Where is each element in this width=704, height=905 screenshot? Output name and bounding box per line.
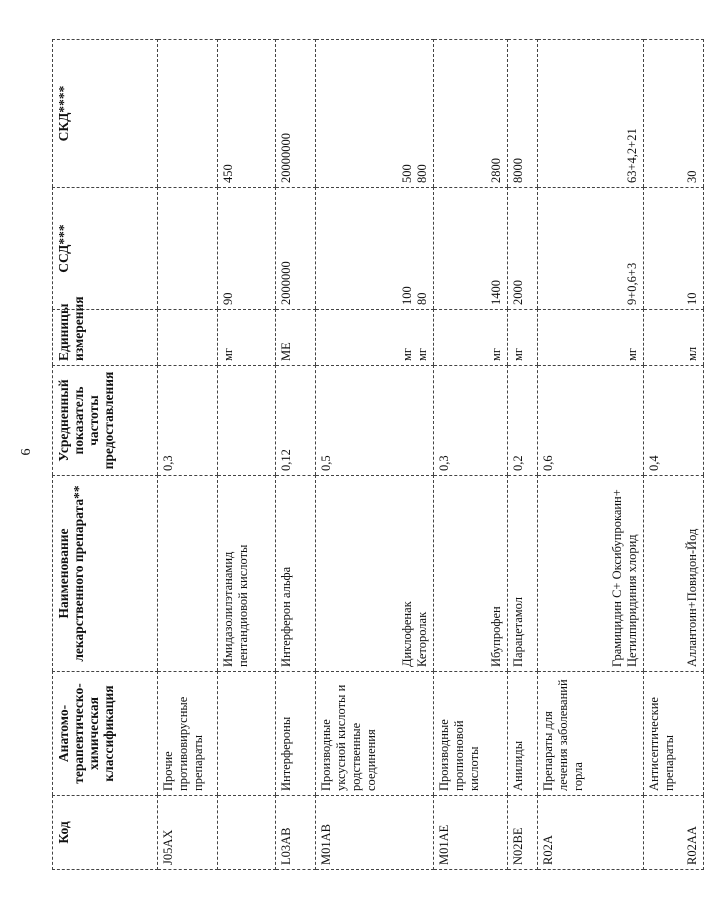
drug-ssd: 1400 xyxy=(434,188,508,310)
drug-unit: МЕ xyxy=(276,310,316,366)
drug-table xyxy=(52,39,704,870)
drug-skd: 500 xyxy=(400,164,414,183)
row-atc: Прочие противовирусные препараты xyxy=(158,672,218,796)
drug-name-cell xyxy=(158,476,218,672)
drug-ssd: 2000 xyxy=(508,188,538,310)
row-atc: Препараты для лечения заболеваний горла xyxy=(538,672,644,796)
table-row xyxy=(508,40,538,870)
table-row xyxy=(538,40,644,870)
drug-name: Диклофенак xyxy=(400,601,414,667)
row-code: L03AB xyxy=(276,796,316,870)
row-frequency: 0,6 xyxy=(538,366,644,476)
row-code: M01AE xyxy=(434,796,508,870)
drug-name: Грамицидин С+ Оксибупрокаин+ Цетилпиридиния хлорид xyxy=(538,476,644,672)
drug-name: Аллантоин+Повидон-Йод xyxy=(644,476,704,672)
table-row xyxy=(316,40,434,870)
drug-ssd: 10 xyxy=(644,188,704,310)
header-unit: Единицы измерения xyxy=(53,310,158,366)
drug-ssd: 2000000 xyxy=(276,188,316,310)
drug-skd: 800 xyxy=(415,164,429,183)
drug-skd: 63+4,2+21 xyxy=(538,40,644,188)
row-code: J05AX xyxy=(158,796,218,870)
row-frequency: 0,2 xyxy=(508,366,538,476)
drug-name: Имидазолилэтанамид пентандиовой кислоты xyxy=(218,476,276,672)
drug-skd: 30 xyxy=(644,40,704,188)
drug-name: Ибупрофен xyxy=(434,476,508,672)
drug-ssd: 100 xyxy=(400,286,414,305)
drug-name: Интерферон альфа xyxy=(276,476,316,672)
row-atc: Производные пропионовой кислоты xyxy=(434,672,508,796)
row-atc: Производные уксусной кислоты и родственные соединения xyxy=(316,672,434,796)
drug-unit: мг xyxy=(400,347,414,361)
table-row xyxy=(434,40,508,870)
row-code: N02BE xyxy=(508,796,538,870)
header-drug-name: Наименование лекарственного препарата** xyxy=(53,476,158,672)
row-frequency: 0,5 xyxy=(316,366,434,476)
table-row xyxy=(276,40,316,870)
rotated-table-container xyxy=(52,40,699,870)
drug-ssd: 9+0,6+3 xyxy=(538,188,644,310)
row-atc: Антисептические препараты xyxy=(644,672,704,796)
row-code: M01AB xyxy=(316,796,434,870)
table-row xyxy=(158,40,218,870)
row-atc: Анилиды xyxy=(508,672,538,796)
header-ssd: ССД*** xyxy=(53,188,158,310)
drug-unit: мг xyxy=(538,310,644,366)
drug-unit: мг xyxy=(508,310,538,366)
header-skd: СКД**** xyxy=(53,40,158,188)
drug-unit: мг xyxy=(434,310,508,366)
header-frequency: Усредненный показатель частоты предоставления xyxy=(53,366,158,476)
row-frequency: 0,12 xyxy=(276,366,316,476)
drug-skd: 8000 xyxy=(508,40,538,188)
drug-unit: мг xyxy=(218,310,276,366)
header-row xyxy=(53,40,158,870)
drug-name-cell xyxy=(316,476,434,672)
drug-unit: мл xyxy=(644,310,704,366)
page-number: 6 xyxy=(19,448,34,456)
drug-skd: 450 xyxy=(218,40,276,188)
row-atc: Интерфероны xyxy=(276,672,316,796)
drug-name: Парацетамол xyxy=(508,476,538,672)
document-frame xyxy=(52,40,699,870)
drug-ssd: 90 xyxy=(218,188,276,310)
table-row xyxy=(644,40,704,870)
header-code: Код xyxy=(53,796,158,870)
table-row xyxy=(218,40,276,870)
row-frequency: 0,4 xyxy=(644,366,704,476)
drug-skd: 2800 xyxy=(434,40,508,188)
drug-skd: 20000000 xyxy=(276,40,316,188)
row-frequency: 0,3 xyxy=(158,366,218,476)
row-frequency: 0,3 xyxy=(434,366,508,476)
drug-name: Кеторолак xyxy=(415,611,429,667)
row-code: R02A xyxy=(538,796,644,870)
row-code: R02AA xyxy=(644,796,704,870)
drug-ssd: 80 xyxy=(415,292,429,305)
header-atc: Анатомо-терапевтическо-химическая классификация xyxy=(53,672,158,796)
drug-unit: мг xyxy=(415,347,429,361)
